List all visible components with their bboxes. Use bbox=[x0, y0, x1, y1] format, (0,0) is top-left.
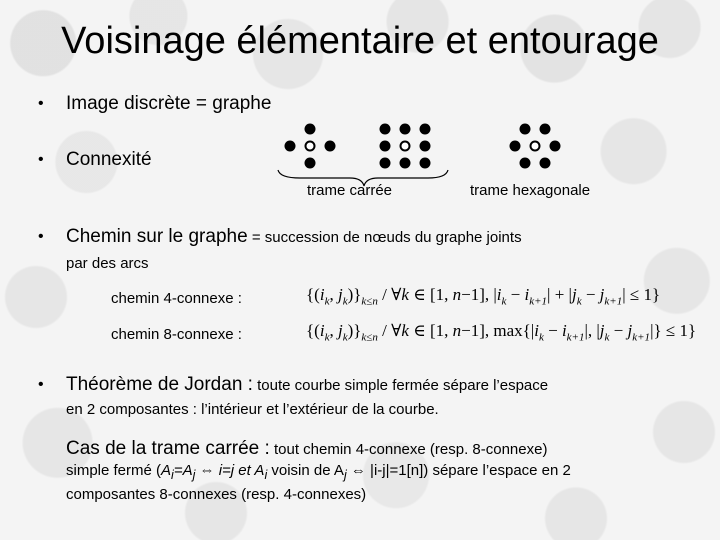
bullet-text bbox=[66, 226, 522, 248]
cas-heading: Cas de la trame carrée : bbox=[66, 438, 270, 459]
chemin-definition: = succession de nœuds du graphe joints bbox=[247, 229, 522, 246]
neighborhood-hex-diagram bbox=[510, 124, 561, 169]
formula-chemin-8: {($i_k$, $j_k)\}_{k\le n}$ / ∀k ∈ [1, n−1], $\max\{|i_k - i_{k+1}|$, $|j_k - j_{k+1}|\} \le 1$} bbox=[306, 321, 697, 344]
bullet-dot: • bbox=[38, 151, 44, 168]
label-chemin-8: chemin 8-connexe : bbox=[111, 326, 242, 343]
bullet-dot: • bbox=[38, 95, 44, 112]
bullet-dot: • bbox=[38, 376, 44, 393]
bullet-text: Image discrète = graphe bbox=[66, 93, 272, 114]
bullet-chemin bbox=[0, 226, 720, 276]
neighborhood-4-diagram bbox=[285, 124, 336, 169]
label-chemin-4: chemin 4-connexe : bbox=[111, 290, 242, 307]
neighborhood-8-diagram bbox=[380, 124, 431, 169]
cas-line1 bbox=[66, 438, 716, 460]
cas-line2: simple fermé ($A_i=A_j$ ⇔ i=j et $A_i$ voisin de $A_j$ ⇔ |i-j|=1[n]) sépare l’espace en 2 bbox=[66, 462, 571, 482]
jordan-line2: en 2 composantes : l’intérieur et l’extérieur de la courbe. bbox=[66, 401, 439, 418]
formula-chemin-4: {($i_k$, $j_k)\}_{k\le n}$ / ∀k ∈ [1, n−1], $|i_k - i_{k+1}| + |j_k - j_{k+1}| \le 1$} bbox=[306, 285, 661, 308]
chemin-line2: par des arcs bbox=[66, 255, 149, 272]
bullet-text: Connexité bbox=[66, 149, 152, 170]
bullet-text bbox=[66, 374, 548, 396]
cas-line3: composantes 8-connexes (resp. 4-connexes) bbox=[66, 486, 367, 503]
page-title: Voisinage élémentaire et entourage bbox=[61, 20, 659, 62]
chemin-heading: Chemin sur le graphe bbox=[66, 226, 248, 247]
jordan-heading: Théorème de Jordan : bbox=[66, 374, 253, 395]
cas-definition: tout chemin 4-connexe (resp. 8-connexe) bbox=[269, 441, 548, 458]
neighborhood-diagrams bbox=[270, 118, 570, 188]
bullet-connexite bbox=[0, 148, 260, 172]
label-trame-carree: trame carrée bbox=[307, 182, 393, 199]
bullet-image-discrete bbox=[0, 92, 720, 116]
cas-trame-carree bbox=[66, 438, 716, 508]
bullet-dot: • bbox=[38, 228, 44, 245]
bullet-jordan bbox=[0, 374, 720, 424]
jordan-definition: toute courbe simple fermée sépare l’espace bbox=[252, 377, 549, 394]
label-trame-hexagonale: trame hexagonale bbox=[470, 182, 591, 199]
